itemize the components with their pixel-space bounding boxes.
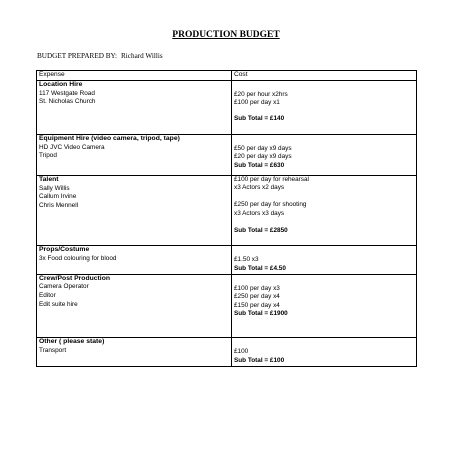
table-row: [37, 80, 417, 134]
cost-item: £100 per day for rehearsal: [234, 175, 309, 183]
cost-item: x3 Actors x3 days: [234, 209, 285, 217]
cost-item: £250 per day for shooting: [234, 200, 307, 208]
expense-item: Tripod: [39, 152, 57, 160]
category-label: Equipment Hire (video camera, tripod, tape): [39, 134, 180, 142]
expense-item: Camera Operator: [39, 283, 89, 291]
cost-item: £50 per day x9 days: [234, 144, 292, 152]
cost-cell: [232, 338, 417, 366]
budget-table: [36, 70, 417, 367]
expense-item: Sally Willis: [39, 184, 70, 192]
category-label: Other ( please state): [39, 338, 105, 346]
expense-item: Callum Irvine: [39, 193, 77, 201]
expense-cell: [37, 80, 232, 134]
subtotal: Sub Total = £630: [234, 161, 285, 169]
table-row: [37, 338, 417, 366]
subtotal: Sub Total = £4.50: [234, 264, 286, 272]
expense-item: Chris Mennell: [39, 201, 79, 209]
subtotal: Sub Total = £2850: [234, 227, 288, 235]
expense-item: 117 Westgate Road: [39, 89, 95, 97]
expense-item: Edit suite hire: [39, 300, 78, 308]
expense-cell: [37, 134, 232, 175]
cost-item: £100 per day x1: [234, 99, 280, 107]
cost-item: £100 per day x3: [234, 284, 280, 292]
cost-item: £20 per hour x2hrs: [234, 90, 288, 98]
table-header-row: [37, 71, 417, 81]
header-cost: Cost: [232, 71, 417, 81]
cost-cell: [232, 175, 417, 246]
cost-cell: [232, 134, 417, 175]
prepared-by-name: Richard Willis: [121, 52, 163, 60]
category-label: Location Hire: [39, 80, 83, 88]
cost-item: £150 per day x4: [234, 301, 280, 309]
expense-cell: [37, 274, 232, 338]
expense-item: 3x Food colouring for blood: [39, 255, 117, 263]
cost-item: £20 per day x9 days: [234, 153, 292, 161]
prepared-by: [37, 52, 163, 60]
category-label: Props/Costume: [39, 246, 90, 254]
cost-item: x3 Actors x2 days: [234, 184, 285, 192]
expense-item: Transport: [39, 346, 67, 354]
expense-cell: [37, 338, 232, 366]
expense-item: Editor: [39, 291, 56, 299]
header-expense: Expense: [37, 71, 232, 81]
prepared-by-label: BUDGET PREPARED BY:: [37, 52, 118, 60]
cost-cell: [232, 274, 417, 338]
cost-item: £100: [234, 348, 249, 356]
category-label: Talent: [39, 175, 59, 183]
page-title: PRODUCTION BUDGET: [172, 30, 280, 40]
subtotal: Sub Total = £100: [234, 356, 285, 364]
expense-item: St. Nicholas Church: [39, 98, 96, 106]
table-row: [37, 134, 417, 175]
expense-cell: [37, 246, 232, 274]
table-row: [37, 246, 417, 274]
table-row: [37, 175, 417, 246]
table-row: [37, 274, 417, 338]
subtotal: Sub Total = £140: [234, 114, 285, 122]
subtotal: Sub Total = £1900: [234, 310, 288, 318]
expense-item: HD JVC Video Camera: [39, 143, 105, 151]
cost-cell: [232, 246, 417, 274]
cost-cell: [232, 80, 417, 134]
cost-item: £250 per day x4: [234, 293, 280, 301]
expense-cell: [37, 175, 232, 246]
cost-item: £1.50 x3: [234, 256, 259, 264]
category-label: Crew/Post Production: [39, 274, 110, 282]
